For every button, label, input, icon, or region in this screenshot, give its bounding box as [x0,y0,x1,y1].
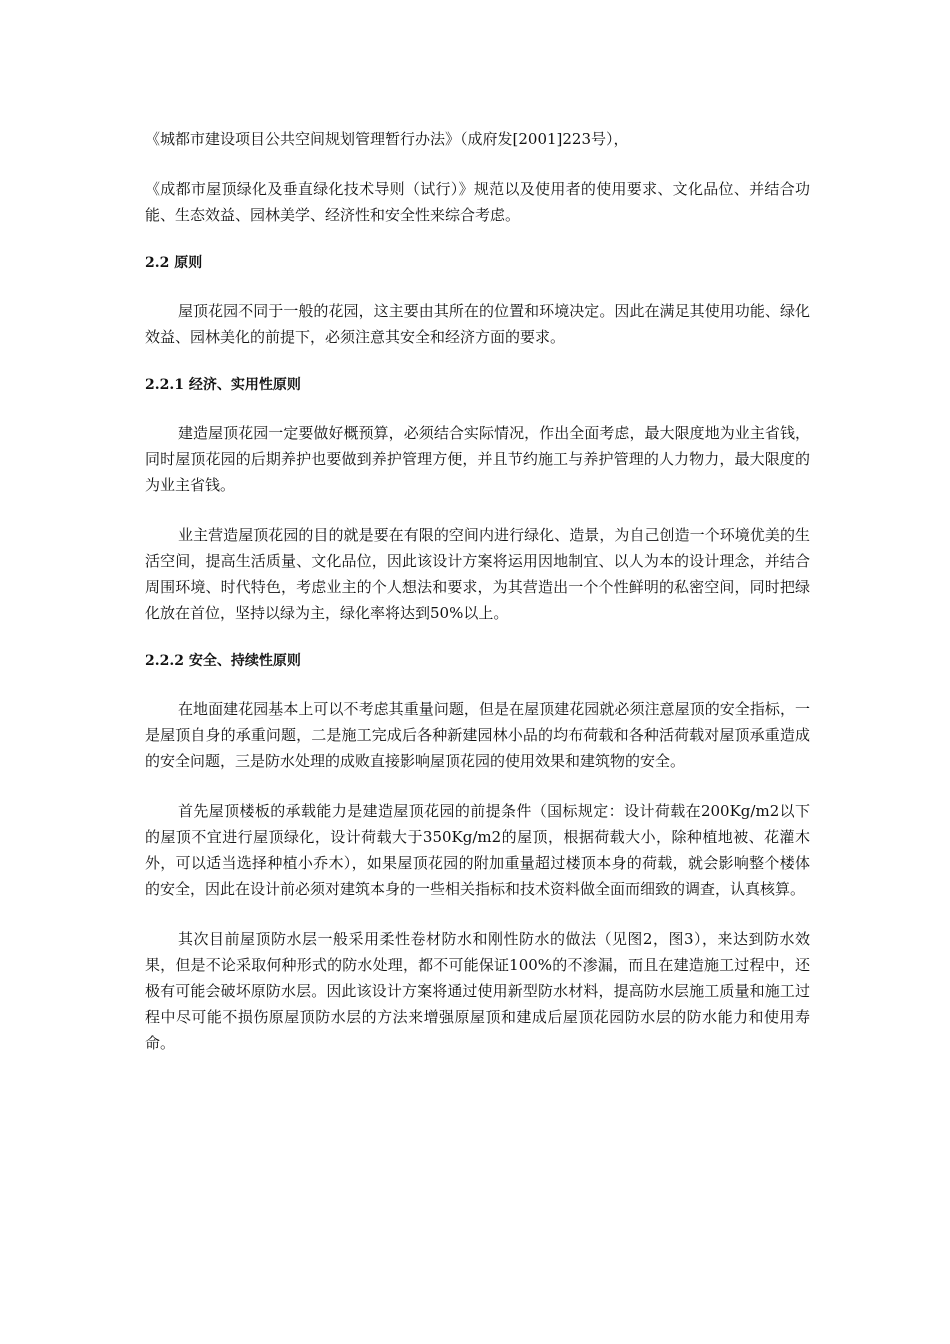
paragraph-safety: 在地面建花园基本上可以不考虑其重量问题，但是在屋顶建花园就必须注意屋顶的安全指标，一是屋顶自身的承重问题，二是施工完成后各种新建园林小品的均布荷载和各种活荷载对屋顶承重造成的安全问题，三是防水处理的成败直接影响屋顶花园的使用效果和建筑物的安全。 [145,700,810,770]
regulation-reference-1: 《城都市建设项目公共空间规划管理暂行办法》（成府发[2001]223号）， [145,130,629,148]
paragraph-budget: 建造屋顶花园一定要做好概预算，必须结合实际情况，作出全面考虑，最大限度地为业主省钱，同时屋顶花园的后期养护也要做到养护管理方便，并且节约施工与养护管理的人力物力，最大限度的为业主省钱。 [145,424,810,494]
regulation-reference-2: 《成都市屋顶绿化及垂直绿化技术导则（试行）》规范以及使用者的使用要求、文化品位、并结合功能、生态效益、园林美学、经济性和安全性来综合考虑。 [145,180,810,224]
document-page [145,126,810,1080]
paragraph-principles-intro: 屋顶花园不同于一般的花园，这主要由其所在的位置和环境决定。因此在满足其使用功能、绿化效益、园林美化的前提下，必须注意其安全和经济方面的要求。 [145,302,810,346]
paragraph-design-goal: 业主营造屋顶花园的目的就是要在有限的空间内进行绿化、造景，为自己创造一个环境优美的生活空间，提高生活质量、文化品位，因此该设计方案将运用因地制宜、以人为本的设计理念，并结合周围环境、时代特色，考虑业主的个人想法和要求，为其营造出一个个性鲜明的私密空间，同时把绿化放在首位，坚持以绿为主，绿化率将达到50%以上。 [145,526,810,622]
paragraph-load-capacity: 首先屋顶楼板的承载能力是建造屋顶花园的前提条件（国标规定：设计荷载在200Kg/m2以下的屋顶不宜进行屋顶绿化，设计荷载大于350Kg/m2的屋顶，根据荷载大小，除种植地被、花灌木外，可以适当选择种植小乔木），如果屋顶花园的附加重量超过楼顶本身的荷载，就会影响整个楼体的安全，因此在设计前必须对建筑本身的一些相关指标和技术资料做全面而细致的调查，认真核算。 [145,802,810,898]
section-heading-2-2-2: 2.2.2 安全、持续性原则 [145,653,301,669]
paragraph-waterproofing: 其次目前屋顶防水层一般采用柔性卷材防水和刚性防水的做法（见图2，图3），来达到防水效果，但是不论采取何种形式的防水处理，都不可能保证100%的不渗漏，而且在建造施工过程中，还极有可能会破坏原防水层。因此该设计方案将通过使用新型防水材料，提高防水层施工质量和施工过程中尽可能不损伤原屋顶防水层的方法来增强原屋顶和建成后屋顶花园防水层的防水能力和使用寿命。 [145,930,810,1052]
section-heading-2-2: 2.2 原则 [145,255,203,271]
section-heading-2-2-1: 2.2.1 经济、实用性原则 [145,377,301,393]
